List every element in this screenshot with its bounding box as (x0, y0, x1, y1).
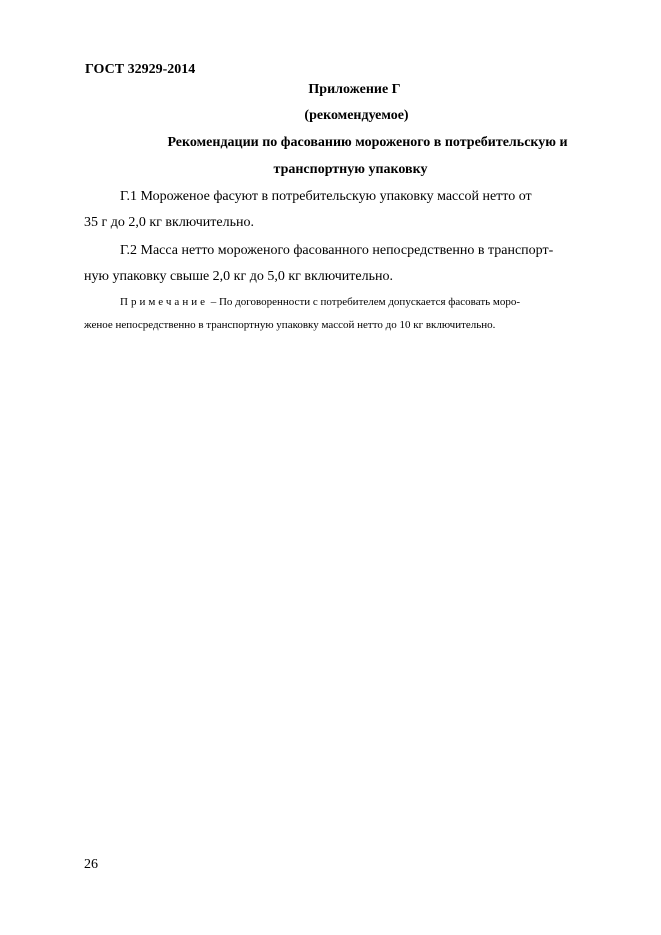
page-number: 26 (84, 857, 98, 872)
annex-heading-line-1: Рекомендации по фасованию мороженого в потребительскую и (167, 135, 568, 150)
note-label: Примечание (120, 296, 208, 308)
annex-heading-line-2: транспортную упаковку (273, 162, 428, 177)
note-text-1: – По договоренности с потребителем допускается фасовать моро- (207, 296, 521, 308)
annex-title: Приложение Г (308, 82, 401, 97)
paragraph-1-line-2: 35 г до 2,0 кг включительно. (84, 215, 254, 230)
annex-status: (рекомендуемое) (304, 108, 409, 123)
note-line-2: женое непосредственно в транспортную упаковку массой нетто до 10 кг включительно. (84, 319, 496, 331)
document-code: ГОСТ 32929-2014 (85, 62, 196, 77)
paragraph-1-line-1: Г.1 Мороженое фасуют в потребительскую упаковку массой нетто от (120, 189, 532, 204)
paragraph-2-line-1: Г.2 Масса нетто мороженого фасованного непосредственно в транспорт- (120, 243, 554, 258)
paragraph-2-line-2: ную упаковку свыше 2,0 кг до 5,0 кг включительно. (84, 269, 393, 284)
note-line-1 (120, 296, 520, 308)
